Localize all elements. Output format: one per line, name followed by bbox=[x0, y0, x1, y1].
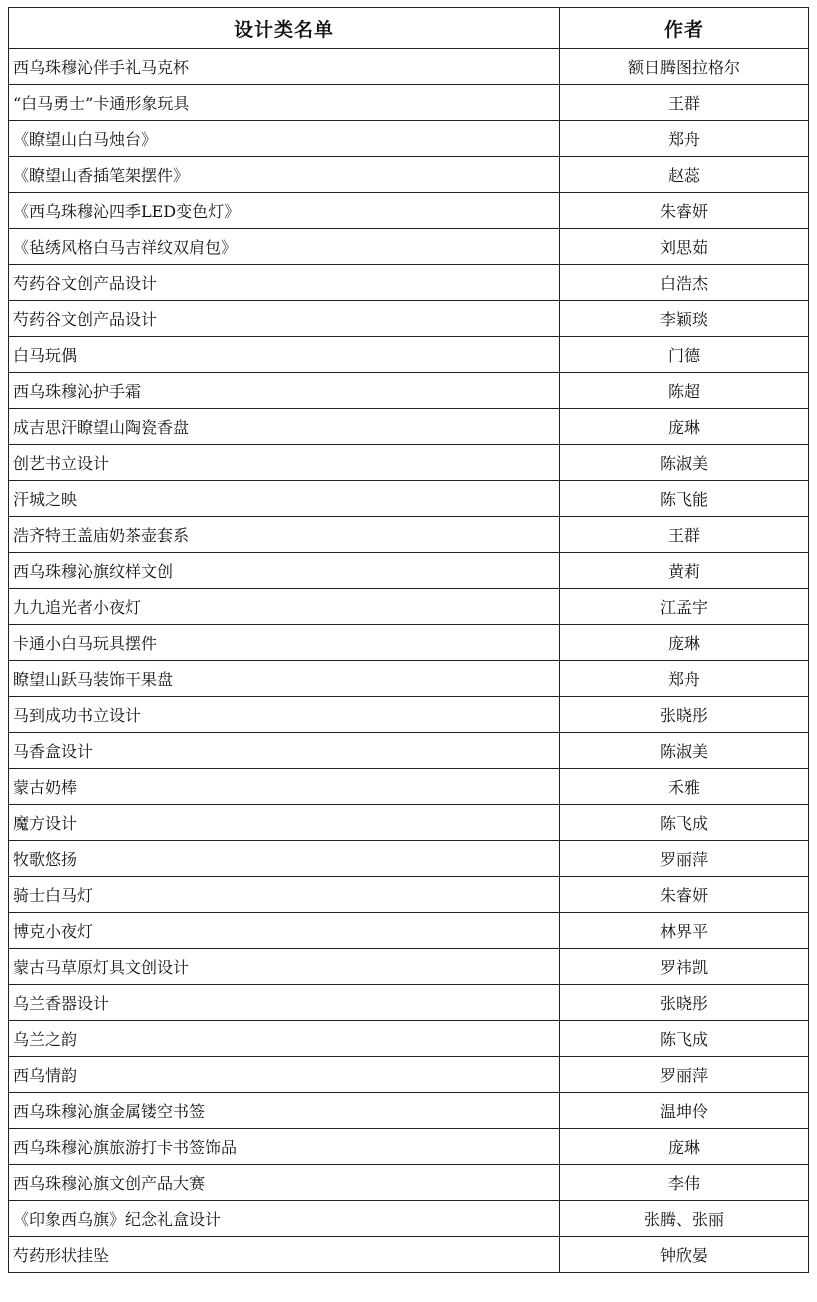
author-cell: 门德 bbox=[560, 337, 809, 373]
design-name-cell: “白马勇士”卡通形象玩具 bbox=[9, 85, 560, 121]
table-row bbox=[9, 445, 809, 481]
author-cell: 庞琳 bbox=[560, 625, 809, 661]
author-cell: 白浩杰 bbox=[560, 265, 809, 301]
design-name-cell: 牧歌悠扬 bbox=[9, 841, 560, 877]
author-cell: 李颖琰 bbox=[560, 301, 809, 337]
design-name-cell: 《瞭望山白马烛台》 bbox=[9, 121, 560, 157]
author-cell: 陈飞能 bbox=[560, 481, 809, 517]
design-name-cell: 马香盒设计 bbox=[9, 733, 560, 769]
author-cell: 额日腾图拉格尔 bbox=[560, 49, 809, 85]
design-name-cell: 九九追光者小夜灯 bbox=[9, 589, 560, 625]
author-cell: 林界平 bbox=[560, 913, 809, 949]
design-name-cell: 西乌珠穆沁旗旅游打卡书签饰品 bbox=[9, 1129, 560, 1165]
table-row bbox=[9, 1201, 809, 1237]
table-row bbox=[9, 85, 809, 121]
author-cell: 温坤伶 bbox=[560, 1093, 809, 1129]
author-cell: 张腾、张丽 bbox=[560, 1201, 809, 1237]
design-name-cell: 浩齐特王盖庙奶茶壶套系 bbox=[9, 517, 560, 553]
design-name-cell: 《西乌珠穆沁四季LED变色灯》 bbox=[9, 193, 560, 229]
table-row bbox=[9, 373, 809, 409]
design-name-cell: 博克小夜灯 bbox=[9, 913, 560, 949]
header-design-name: 设计类名单 bbox=[9, 8, 560, 49]
author-cell: 张晓彤 bbox=[560, 697, 809, 733]
design-name-cell: 乌兰香器设计 bbox=[9, 985, 560, 1021]
design-name-cell: 西乌珠穆沁旗纹样文创 bbox=[9, 553, 560, 589]
author-cell: 庞琳 bbox=[560, 409, 809, 445]
design-list-table bbox=[8, 7, 809, 1273]
table-row bbox=[9, 517, 809, 553]
author-cell: 朱睿妍 bbox=[560, 193, 809, 229]
author-cell: 钟欣晏 bbox=[560, 1237, 809, 1273]
author-cell: 庞琳 bbox=[560, 1129, 809, 1165]
author-cell: 王群 bbox=[560, 85, 809, 121]
author-cell: 陈飞成 bbox=[560, 805, 809, 841]
design-name-cell: 蒙古马草原灯具文创设计 bbox=[9, 949, 560, 985]
design-name-cell: 芍药形状挂坠 bbox=[9, 1237, 560, 1273]
table-row bbox=[9, 1237, 809, 1273]
table-row bbox=[9, 481, 809, 517]
table-row bbox=[9, 1129, 809, 1165]
author-cell: 王群 bbox=[560, 517, 809, 553]
design-name-cell: 瞭望山跃马装饰干果盘 bbox=[9, 661, 560, 697]
table-row bbox=[9, 661, 809, 697]
design-name-cell: 《毡绣风格白马吉祥纹双肩包》 bbox=[9, 229, 560, 265]
design-name-cell: 西乌珠穆沁旗文创产品大赛 bbox=[9, 1165, 560, 1201]
design-name-cell: 西乌珠穆沁护手霜 bbox=[9, 373, 560, 409]
design-name-cell: 芍药谷文创产品设计 bbox=[9, 301, 560, 337]
author-cell: 罗祎凯 bbox=[560, 949, 809, 985]
design-name-cell: 西乌情韵 bbox=[9, 1057, 560, 1093]
author-cell: 郑舟 bbox=[560, 661, 809, 697]
design-name-cell: 《印象西乌旗》纪念礼盒设计 bbox=[9, 1201, 560, 1237]
table-row bbox=[9, 337, 809, 373]
table-row bbox=[9, 1021, 809, 1057]
design-name-cell: 乌兰之韵 bbox=[9, 1021, 560, 1057]
author-cell: 江孟宇 bbox=[560, 589, 809, 625]
table-row bbox=[9, 1093, 809, 1129]
table-row bbox=[9, 805, 809, 841]
table-row bbox=[9, 733, 809, 769]
table-row bbox=[9, 1057, 809, 1093]
design-name-cell: 骑士白马灯 bbox=[9, 877, 560, 913]
table-row bbox=[9, 841, 809, 877]
design-name-cell: 卡通小白马玩具摆件 bbox=[9, 625, 560, 661]
table-row bbox=[9, 229, 809, 265]
table-row bbox=[9, 985, 809, 1021]
author-cell: 赵蕊 bbox=[560, 157, 809, 193]
author-cell: 张晓彤 bbox=[560, 985, 809, 1021]
header-author: 作者 bbox=[560, 8, 809, 49]
table-row bbox=[9, 409, 809, 445]
author-cell: 朱睿妍 bbox=[560, 877, 809, 913]
design-name-cell: 汗城之映 bbox=[9, 481, 560, 517]
table-row bbox=[9, 589, 809, 625]
author-cell: 黄莉 bbox=[560, 553, 809, 589]
design-name-cell: 魔方设计 bbox=[9, 805, 560, 841]
author-cell: 李伟 bbox=[560, 1165, 809, 1201]
author-cell: 陈淑美 bbox=[560, 445, 809, 481]
table-row bbox=[9, 553, 809, 589]
design-name-cell: 西乌珠穆沁伴手礼马克杯 bbox=[9, 49, 560, 85]
design-name-cell: 马到成功书立设计 bbox=[9, 697, 560, 733]
author-cell: 陈飞成 bbox=[560, 1021, 809, 1057]
author-cell: 陈淑美 bbox=[560, 733, 809, 769]
table-header-row bbox=[9, 8, 809, 49]
table-row bbox=[9, 49, 809, 85]
table-row bbox=[9, 877, 809, 913]
table-row bbox=[9, 949, 809, 985]
table-row bbox=[9, 1165, 809, 1201]
table-row bbox=[9, 193, 809, 229]
table-row bbox=[9, 301, 809, 337]
table-row bbox=[9, 265, 809, 301]
design-name-cell: 创艺书立设计 bbox=[9, 445, 560, 481]
design-name-cell: 西乌珠穆沁旗金属镂空书签 bbox=[9, 1093, 560, 1129]
author-cell: 禾雅 bbox=[560, 769, 809, 805]
table-row bbox=[9, 913, 809, 949]
table-row bbox=[9, 157, 809, 193]
design-name-cell: 白马玩偶 bbox=[9, 337, 560, 373]
design-name-cell: 芍药谷文创产品设计 bbox=[9, 265, 560, 301]
table-body bbox=[9, 49, 809, 1273]
author-cell: 郑舟 bbox=[560, 121, 809, 157]
author-cell: 罗丽萍 bbox=[560, 841, 809, 877]
table-row bbox=[9, 769, 809, 805]
design-name-cell: 蒙古奶棒 bbox=[9, 769, 560, 805]
design-name-cell: 成吉思汗瞭望山陶瓷香盘 bbox=[9, 409, 560, 445]
author-cell: 罗丽萍 bbox=[560, 1057, 809, 1093]
author-cell: 陈超 bbox=[560, 373, 809, 409]
table-row bbox=[9, 697, 809, 733]
design-list-sheet bbox=[8, 7, 808, 1273]
table-row bbox=[9, 121, 809, 157]
design-name-cell: 《瞭望山香插笔架摆件》 bbox=[9, 157, 560, 193]
author-cell: 刘思茹 bbox=[560, 229, 809, 265]
table-row bbox=[9, 625, 809, 661]
